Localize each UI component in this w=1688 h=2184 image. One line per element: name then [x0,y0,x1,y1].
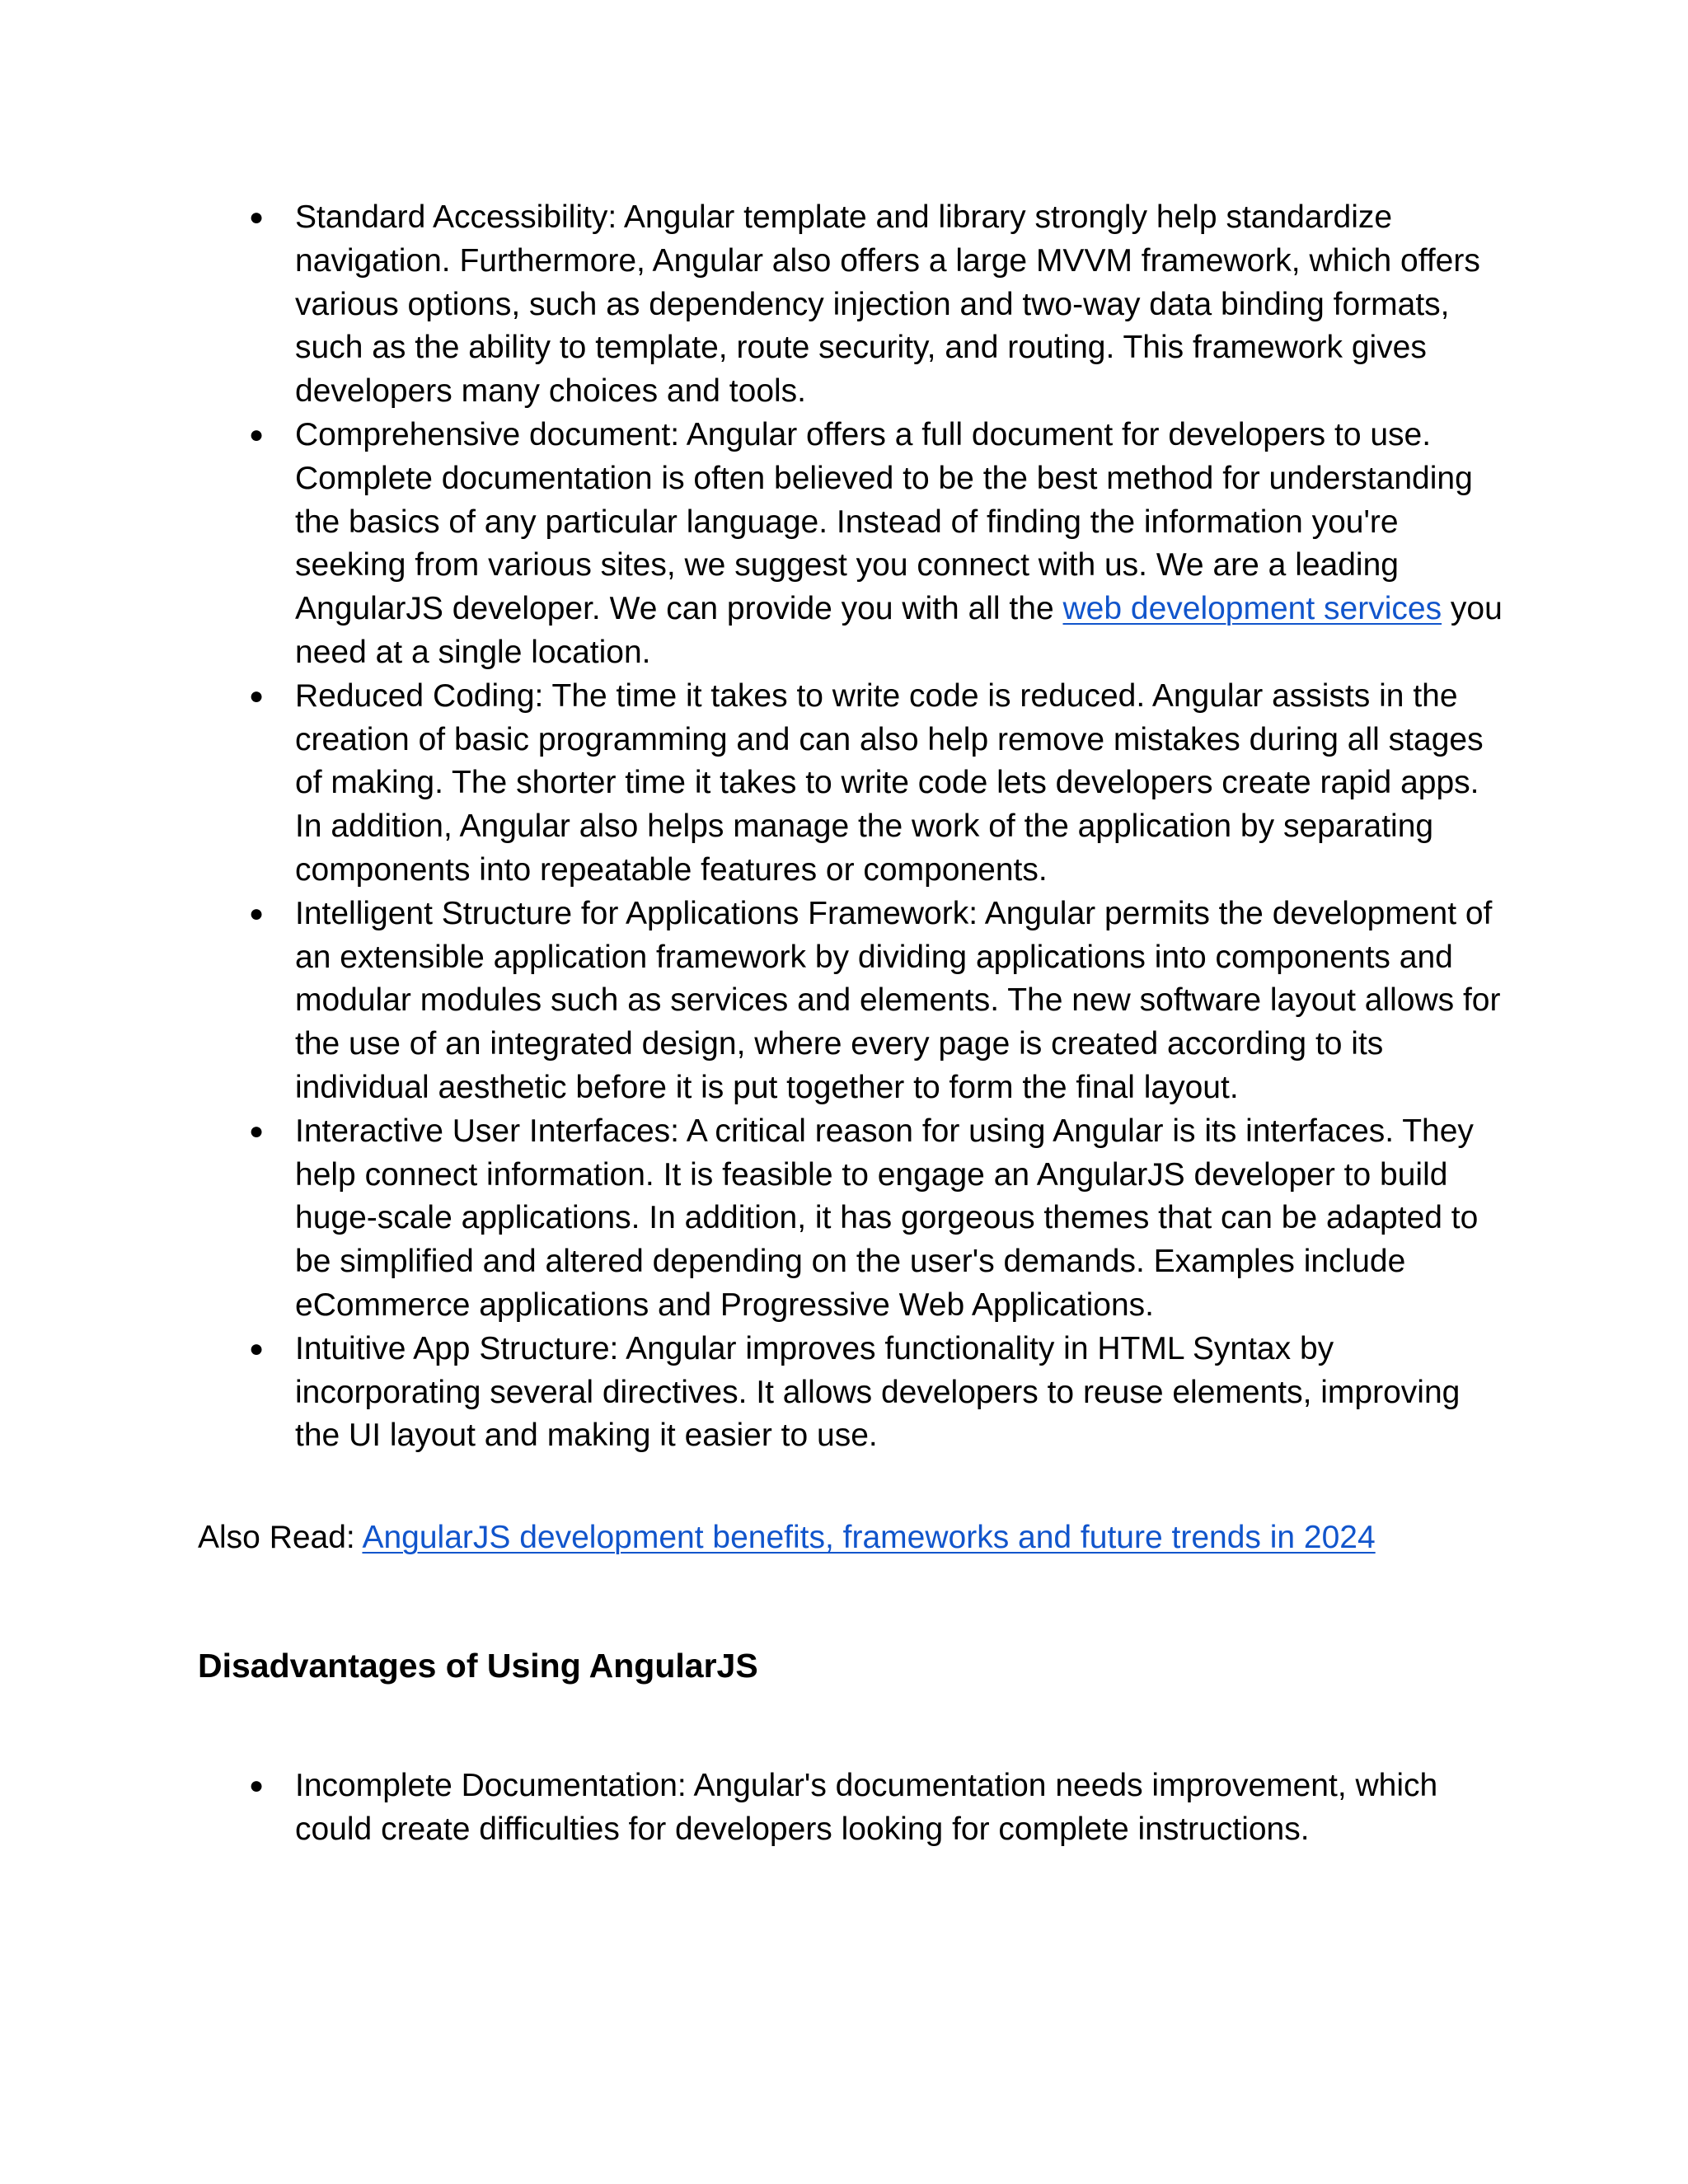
list-item [198,1328,1508,1458]
list-item-text: Intuitive App Structure: Angular improves functionality in HTML Syntax by incorporating several directives. It allows developers to reuse elements, improving the UI layout and making it easier to use. [295,1330,1461,1454]
list-item [198,1110,1508,1328]
bullet-icon: ● [249,204,265,231]
list-item-text: Interactive User Interfaces: A critical reason for using Angular is its interfaces. They help connect information. It is feasible to engage an AngularJS developer to build huge-scale applications. In addition, it has gorgeous themes that can be adapted to be simplified and altered depending on the user's demands. Examples include eCommerce applications and Progressive Web Applications. [295,1113,1479,1323]
disadvantages-list [198,1765,1508,1852]
list-item [198,675,1508,893]
disadvantages-heading: Disadvantages of Using AngularJS [198,1646,758,1685]
advantages-list [198,196,1508,1458]
bullet-icon: ● [249,682,265,710]
list-item [198,414,1508,675]
list-item-text-after: you need at a single location. [295,591,1503,670]
bullet-icon: ● [249,420,265,448]
list-item-text: Incomplete Documentation: Angular's documentation needs improvement, which could create difficulties for developers looking for complete instructions. [295,1767,1438,1847]
also-read-label: Also Read: [198,1520,363,1556]
also-read-link[interactable]: AngularJS development benefits, frameworks and future trends in 2024 [362,1520,1376,1556]
also-read-paragraph [198,1516,1508,1560]
list-item-text: Reduced Coding: The time it takes to write code is reduced. Angular assists in the creation of basic programming and can also help remove mistakes during all stages of making. The shorter time it takes to write code lets developers create rapid apps. In addition, Angular also helps manage the work of the application by separating components into repeatable features or components. [295,677,1484,888]
list-item [198,196,1508,414]
web-development-services-link[interactable]: web development services [1062,591,1442,627]
bullet-icon: ● [249,899,265,927]
list-item [198,893,1508,1110]
list-item [198,1765,1508,1852]
bullet-icon: ● [249,1334,265,1362]
list-item-text: Comprehensive document: Angular offers a full document for developers to use. Complete documentation is often believed to be the best method for understanding the basics of any particular language. Instead of finding the information you're seeking from various sites, we suggest you connect with us. We are a leading AngularJS developer. We can provide you with all the [295,416,1473,627]
bullet-icon: ● [249,1117,265,1145]
list-item-text: Intelligent Structure for Applications Framework: Angular permits the development of an extensible application framework by dividing applications into components and modular modules such as services and elements. The new software layout allows for the use of an integrated design, where every page is created according to its individual aesthetic before it is put together to form the final layout. [295,895,1501,1105]
list-item-text: Standard Accessibility: Angular template and library strongly help standardize navigation. Furthermore, Angular also offers a large MVVM framework, which offers various options, such as dependency injection and two-way data binding formats, such as the ability to template, route security, and routing. This framework gives developers many choices and tools. [295,199,1480,410]
bullet-icon: ● [249,1771,265,1799]
document-page [198,196,1508,1852]
